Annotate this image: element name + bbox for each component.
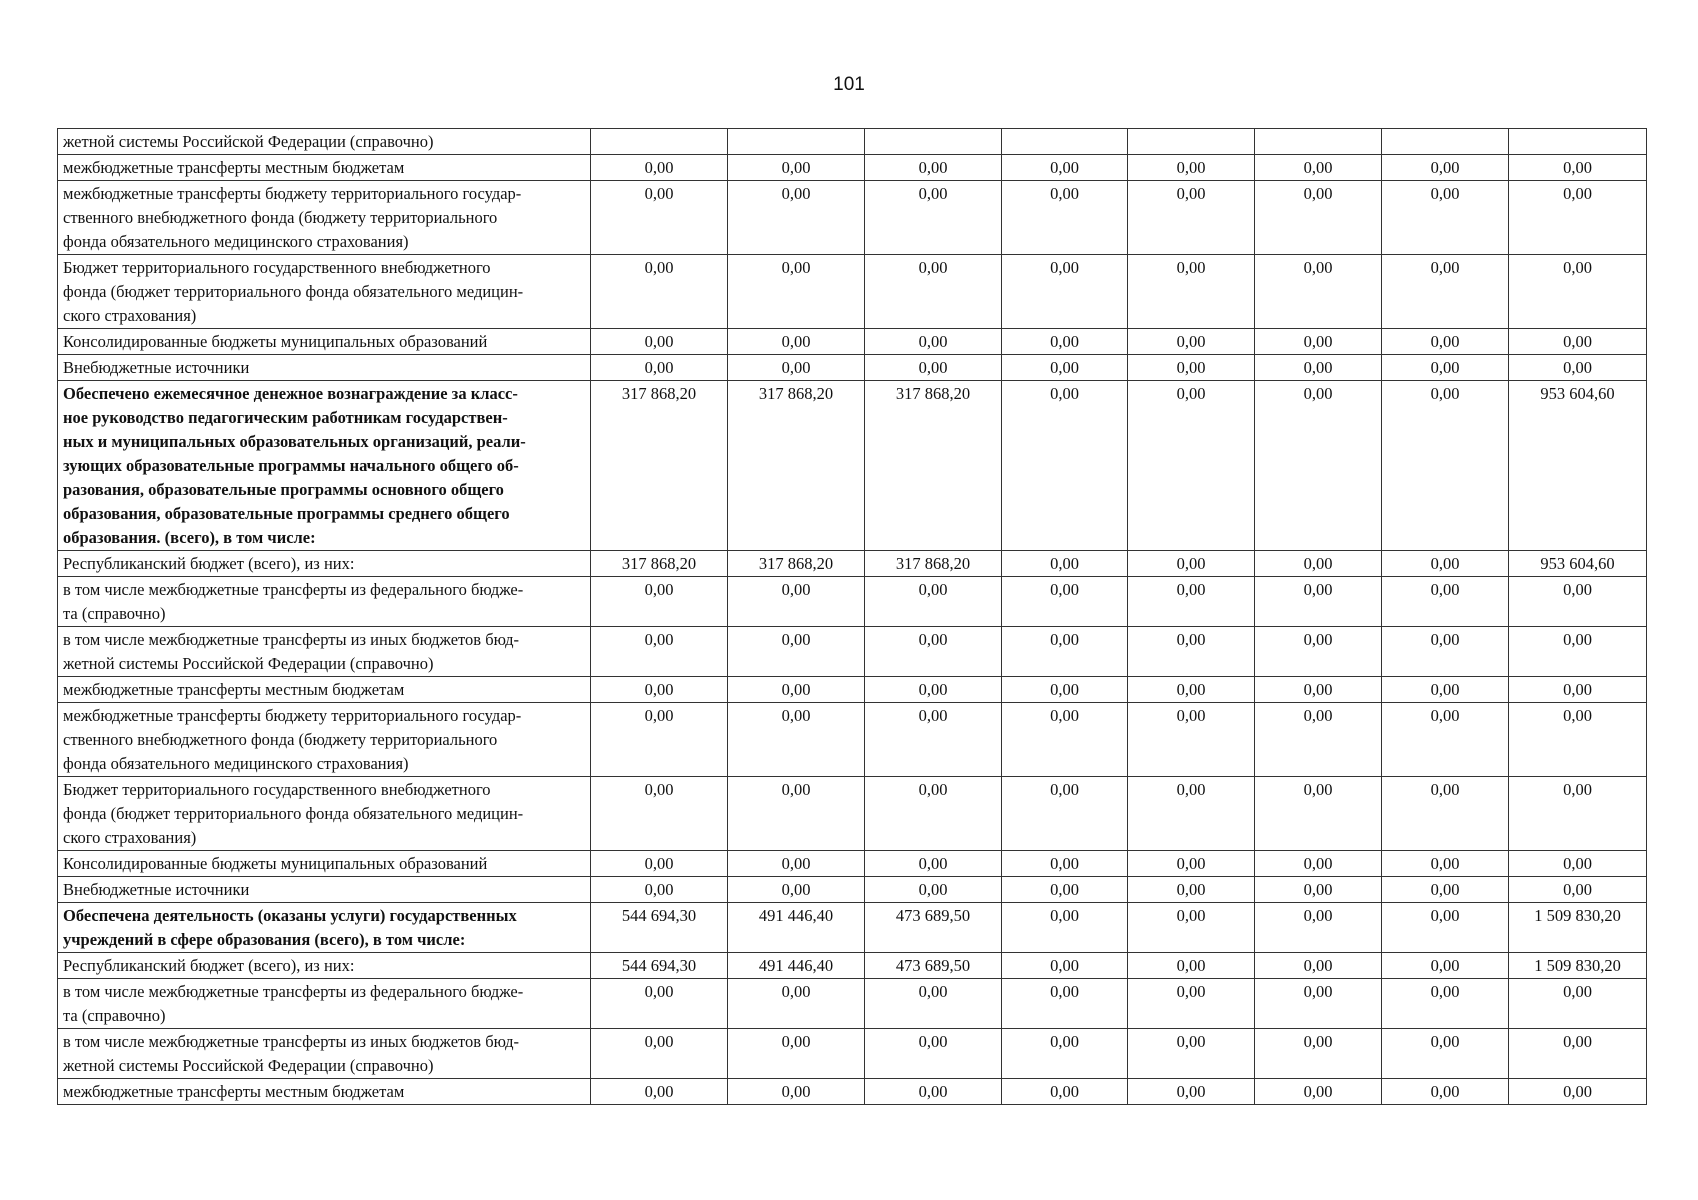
value-cell	[591, 129, 728, 155]
value-cell: 0,00	[1255, 777, 1382, 851]
value-cell: 317 868,20	[865, 381, 1002, 551]
table-row	[58, 851, 1647, 877]
value-cell: 0,00	[1128, 877, 1255, 903]
value-cell: 0,00	[865, 777, 1002, 851]
value-cell: 0,00	[1128, 627, 1255, 677]
value-cell: 953 604,60	[1509, 551, 1647, 577]
value-cell: 0,00	[1509, 703, 1647, 777]
value-cell: 953 604,60	[1509, 381, 1647, 551]
value-cell: 0,00	[1002, 381, 1128, 551]
value-cell	[728, 129, 865, 155]
value-cell: 0,00	[591, 1029, 728, 1079]
value-cell	[865, 129, 1002, 155]
value-cell: 0,00	[591, 329, 728, 355]
row-label: Республиканский бюджет (всего), из них:	[58, 953, 591, 979]
value-cell: 0,00	[1509, 877, 1647, 903]
table-row	[58, 155, 1647, 181]
value-cell: 0,00	[1382, 777, 1509, 851]
value-cell: 0,00	[1002, 255, 1128, 329]
value-cell: 0,00	[591, 777, 728, 851]
value-cell: 0,00	[591, 577, 728, 627]
value-cell: 0,00	[1255, 703, 1382, 777]
value-cell: 0,00	[1382, 355, 1509, 381]
value-cell: 0,00	[1128, 355, 1255, 381]
value-cell: 317 868,20	[591, 551, 728, 577]
value-cell	[1509, 129, 1647, 155]
table-row	[58, 703, 1647, 777]
value-cell: 0,00	[1255, 155, 1382, 181]
value-cell: 0,00	[1128, 551, 1255, 577]
value-cell: 0,00	[865, 329, 1002, 355]
value-cell: 0,00	[591, 979, 728, 1029]
value-cell: 0,00	[1002, 877, 1128, 903]
row-label: Консолидированные бюджеты муниципальных образований	[58, 329, 591, 355]
value-cell: 0,00	[865, 181, 1002, 255]
row-label: Бюджет территориального государственного внебюджетного фонда (бюджет территориального фонда обязательного медицин- ского страхования)	[58, 255, 591, 329]
table-row	[58, 577, 1647, 627]
value-cell: 0,00	[1128, 155, 1255, 181]
value-cell: 317 868,20	[728, 551, 865, 577]
value-cell: 0,00	[1002, 953, 1128, 979]
value-cell: 0,00	[865, 355, 1002, 381]
value-cell: 0,00	[1128, 953, 1255, 979]
value-cell: 0,00	[1128, 1029, 1255, 1079]
value-cell: 0,00	[591, 703, 728, 777]
value-cell: 0,00	[1509, 355, 1647, 381]
value-cell: 0,00	[1128, 181, 1255, 255]
value-cell: 0,00	[591, 155, 728, 181]
value-cell: 0,00	[1382, 851, 1509, 877]
value-cell: 0,00	[1002, 551, 1128, 577]
value-cell: 0,00	[1382, 627, 1509, 677]
value-cell: 0,00	[865, 1029, 1002, 1079]
value-cell: 491 446,40	[728, 953, 865, 979]
row-label: в том числе межбюджетные трансферты из иных бюджетов бюд- жетной системы Российской Федерации (справочно)	[58, 1029, 591, 1079]
table-body	[58, 129, 1647, 1105]
value-cell: 0,00	[1382, 703, 1509, 777]
value-cell: 0,00	[1002, 903, 1128, 953]
value-cell: 0,00	[1509, 851, 1647, 877]
value-cell: 0,00	[728, 355, 865, 381]
value-cell	[1255, 129, 1382, 155]
value-cell: 0,00	[728, 877, 865, 903]
value-cell: 0,00	[728, 703, 865, 777]
value-cell: 0,00	[1382, 255, 1509, 329]
value-cell: 0,00	[1128, 851, 1255, 877]
row-label: Консолидированные бюджеты муниципальных образований	[58, 851, 591, 877]
value-cell: 0,00	[1382, 877, 1509, 903]
value-cell: 0,00	[1002, 355, 1128, 381]
value-cell: 0,00	[1128, 903, 1255, 953]
value-cell: 0,00	[591, 627, 728, 677]
value-cell: 0,00	[1509, 979, 1647, 1029]
row-label: в том числе межбюджетные трансферты из иных бюджетов бюд- жетной системы Российской Федерации (справочно)	[58, 627, 591, 677]
value-cell: 544 694,30	[591, 903, 728, 953]
value-cell: 0,00	[1002, 1079, 1128, 1105]
value-cell: 1 509 830,20	[1509, 953, 1647, 979]
value-cell: 0,00	[1002, 155, 1128, 181]
row-label: Обеспечено ежемесячное денежное вознаграждение за класс- ное руководство педагогическим работникам государствен- ных и муниципальных образовательных организаций, реали- зующих образовательные программы начального общего об- разования, образовательные программы основного общего образования, образовательные программы среднего общего образования. (всего), в том числе:	[58, 381, 591, 551]
value-cell: 0,00	[1002, 1029, 1128, 1079]
value-cell: 0,00	[1382, 979, 1509, 1029]
value-cell: 0,00	[1002, 703, 1128, 777]
table-row	[58, 677, 1647, 703]
value-cell: 0,00	[1128, 677, 1255, 703]
value-cell: 0,00	[1382, 329, 1509, 355]
value-cell: 0,00	[728, 851, 865, 877]
value-cell: 0,00	[728, 1029, 865, 1079]
value-cell: 0,00	[1128, 1079, 1255, 1105]
value-cell: 0,00	[1382, 551, 1509, 577]
value-cell: 473 689,50	[865, 953, 1002, 979]
value-cell: 0,00	[1509, 1029, 1647, 1079]
value-cell: 0,00	[728, 1079, 865, 1105]
table-row	[58, 1029, 1647, 1079]
value-cell: 0,00	[1255, 577, 1382, 627]
row-label: межбюджетные трансферты местным бюджетам	[58, 155, 591, 181]
value-cell: 0,00	[1255, 329, 1382, 355]
row-label: межбюджетные трансферты местным бюджетам	[58, 677, 591, 703]
table-row	[58, 129, 1647, 155]
value-cell: 0,00	[1128, 255, 1255, 329]
table-row	[58, 903, 1647, 953]
row-label: в том числе межбюджетные трансферты из федерального бюдже- та (справочно)	[58, 577, 591, 627]
value-cell: 0,00	[728, 979, 865, 1029]
value-cell: 0,00	[1255, 877, 1382, 903]
value-cell: 0,00	[728, 627, 865, 677]
value-cell: 0,00	[1382, 677, 1509, 703]
value-cell: 0,00	[1002, 677, 1128, 703]
value-cell: 0,00	[591, 355, 728, 381]
table-row	[58, 181, 1647, 255]
table-row	[58, 551, 1647, 577]
value-cell: 0,00	[1002, 577, 1128, 627]
row-label: межбюджетные трансферты бюджету территориального государ- ственного внебюджетного фонда (бюджету территориального фонда обязательного медицинского страхования)	[58, 703, 591, 777]
value-cell: 0,00	[1382, 1079, 1509, 1105]
table-row	[58, 979, 1647, 1029]
table-row	[58, 329, 1647, 355]
value-cell: 0,00	[1382, 181, 1509, 255]
table-row	[58, 627, 1647, 677]
value-cell: 0,00	[1128, 329, 1255, 355]
value-cell: 0,00	[1255, 1029, 1382, 1079]
value-cell: 317 868,20	[865, 551, 1002, 577]
value-cell: 0,00	[591, 851, 728, 877]
value-cell: 0,00	[728, 677, 865, 703]
value-cell: 0,00	[1509, 577, 1647, 627]
value-cell: 317 868,20	[591, 381, 728, 551]
value-cell: 0,00	[1255, 1079, 1382, 1105]
value-cell: 0,00	[1382, 381, 1509, 551]
row-label: в том числе межбюджетные трансферты из федерального бюдже- та (справочно)	[58, 979, 591, 1029]
value-cell: 0,00	[1382, 155, 1509, 181]
value-cell: 0,00	[1255, 551, 1382, 577]
value-cell: 0,00	[1255, 181, 1382, 255]
value-cell: 544 694,30	[591, 953, 728, 979]
value-cell: 0,00	[1509, 777, 1647, 851]
value-cell: 1 509 830,20	[1509, 903, 1647, 953]
budget-table	[57, 128, 1647, 1105]
value-cell: 0,00	[865, 255, 1002, 329]
value-cell: 0,00	[1128, 703, 1255, 777]
row-label: Бюджет территориального государственного внебюджетного фонда (бюджет территориального фонда обязательного медицин- ского страхования)	[58, 777, 591, 851]
value-cell: 0,00	[1128, 979, 1255, 1029]
value-cell: 0,00	[1002, 329, 1128, 355]
value-cell: 0,00	[1255, 979, 1382, 1029]
value-cell	[1002, 129, 1128, 155]
row-label: межбюджетные трансферты местным бюджетам	[58, 1079, 591, 1105]
value-cell: 0,00	[1509, 1079, 1647, 1105]
value-cell: 0,00	[1509, 627, 1647, 677]
value-cell: 0,00	[1128, 777, 1255, 851]
value-cell: 0,00	[1509, 181, 1647, 255]
row-label: межбюджетные трансферты бюджету территориального государ- ственного внебюджетного фонда (бюджету территориального фонда обязательного медицинского страхования)	[58, 181, 591, 255]
value-cell: 0,00	[591, 677, 728, 703]
value-cell: 0,00	[1509, 329, 1647, 355]
value-cell: 0,00	[1002, 777, 1128, 851]
value-cell: 0,00	[1255, 953, 1382, 979]
table-row	[58, 1079, 1647, 1105]
value-cell: 0,00	[728, 577, 865, 627]
value-cell: 0,00	[1255, 903, 1382, 953]
value-cell: 0,00	[1128, 577, 1255, 627]
row-label: Внебюджетные источники	[58, 877, 591, 903]
value-cell: 0,00	[865, 627, 1002, 677]
value-cell: 0,00	[865, 577, 1002, 627]
value-cell: 0,00	[1509, 255, 1647, 329]
value-cell: 0,00	[865, 851, 1002, 877]
value-cell: 0,00	[1255, 355, 1382, 381]
value-cell: 0,00	[591, 877, 728, 903]
value-cell: 0,00	[591, 255, 728, 329]
row-label: жетной системы Российской Федерации (справочно)	[58, 129, 591, 155]
table-row	[58, 777, 1647, 851]
row-label: Республиканский бюджет (всего), из них:	[58, 551, 591, 577]
value-cell: 0,00	[1255, 255, 1382, 329]
value-cell	[1128, 129, 1255, 155]
value-cell: 0,00	[865, 155, 1002, 181]
value-cell: 0,00	[591, 1079, 728, 1105]
value-cell: 0,00	[591, 181, 728, 255]
table-row	[58, 255, 1647, 329]
row-label: Обеспечена деятельность (оказаны услуги) государственных учреждений в сфере образования (всего), в том числе:	[58, 903, 591, 953]
value-cell: 0,00	[865, 703, 1002, 777]
value-cell: 0,00	[1382, 953, 1509, 979]
value-cell: 0,00	[1255, 627, 1382, 677]
value-cell: 0,00	[1509, 155, 1647, 181]
value-cell: 473 689,50	[865, 903, 1002, 953]
value-cell: 0,00	[1002, 851, 1128, 877]
value-cell: 491 446,40	[728, 903, 865, 953]
page-number: 101	[833, 74, 865, 95]
value-cell: 0,00	[1255, 381, 1382, 551]
value-cell: 0,00	[1382, 903, 1509, 953]
row-label: Внебюджетные источники	[58, 355, 591, 381]
value-cell: 0,00	[1382, 577, 1509, 627]
table-row	[58, 355, 1647, 381]
value-cell: 0,00	[728, 155, 865, 181]
value-cell: 0,00	[728, 777, 865, 851]
value-cell: 0,00	[1002, 627, 1128, 677]
table-row	[58, 877, 1647, 903]
value-cell: 0,00	[1128, 381, 1255, 551]
value-cell: 0,00	[865, 677, 1002, 703]
value-cell: 0,00	[865, 1079, 1002, 1105]
value-cell: 0,00	[728, 329, 865, 355]
value-cell: 0,00	[728, 181, 865, 255]
value-cell: 0,00	[1002, 181, 1128, 255]
table-row	[58, 953, 1647, 979]
value-cell: 317 868,20	[728, 381, 865, 551]
value-cell: 0,00	[1255, 851, 1382, 877]
value-cell: 0,00	[1382, 1029, 1509, 1079]
value-cell: 0,00	[865, 979, 1002, 1029]
value-cell: 0,00	[865, 877, 1002, 903]
value-cell: 0,00	[1255, 677, 1382, 703]
value-cell	[1382, 129, 1509, 155]
value-cell: 0,00	[1509, 677, 1647, 703]
value-cell: 0,00	[728, 255, 865, 329]
value-cell: 0,00	[1002, 979, 1128, 1029]
table-row	[58, 381, 1647, 551]
